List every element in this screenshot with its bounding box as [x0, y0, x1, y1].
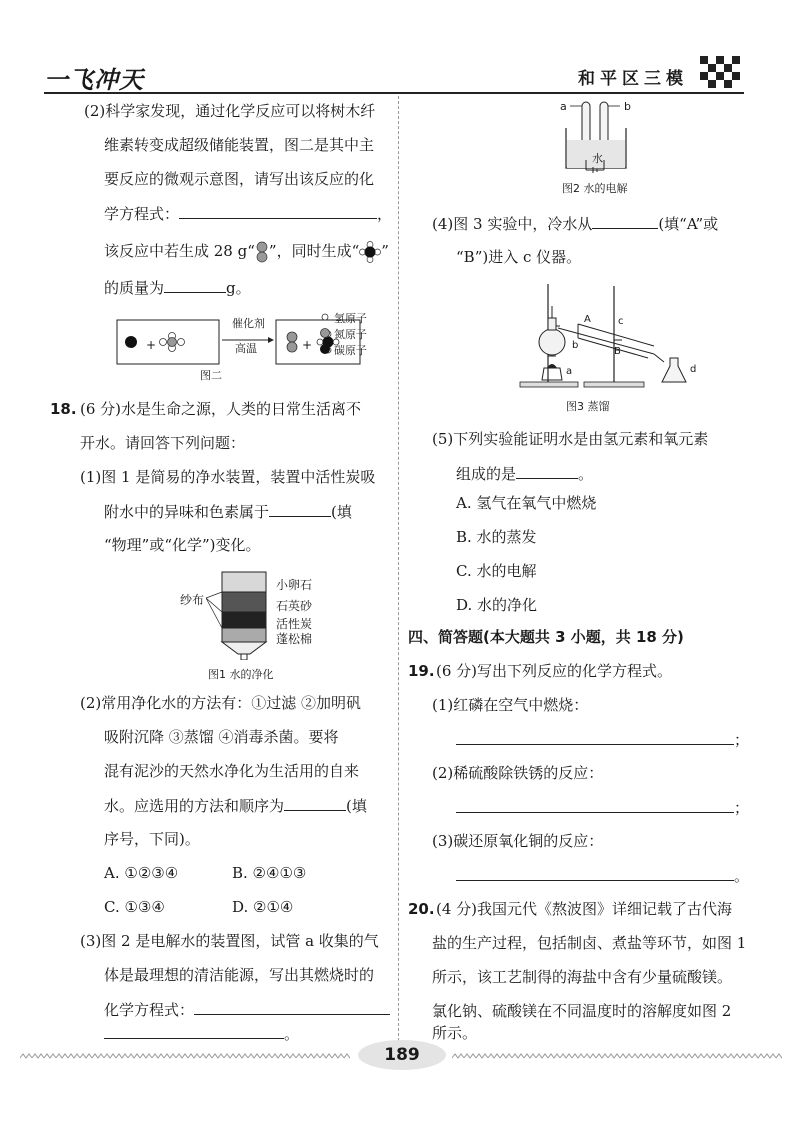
q19-end-2: ；: [734, 799, 750, 817]
q18-p2-line3: 混有泥沙的天然水净化为生活用的自来: [104, 762, 360, 780]
q18-element-blank[interactable]: [516, 462, 578, 479]
legend-carbon: 碳原子: [334, 344, 367, 357]
q18-line2: 开水。请回答下列问题：: [80, 434, 246, 452]
p5-option-b[interactable]: B. 水的蒸发: [456, 528, 537, 546]
fig3-label-b: b: [572, 340, 579, 351]
q19-answer-line-2: [456, 796, 749, 819]
header-rule: [44, 92, 744, 94]
option-b[interactable]: B. ②④①③: [232, 864, 307, 882]
q19-answer-blank-1[interactable]: [456, 728, 734, 745]
q17-p2-line4: [104, 202, 392, 225]
fig2-label-b: b: [624, 100, 631, 113]
figure-2-caption: 图2 水的电解: [562, 182, 628, 195]
figure-3-distillation-apparatus: [518, 282, 704, 392]
layer-cotton: 蓬松棉: [276, 632, 313, 646]
layer-quartz-sand: 石英砂: [276, 599, 313, 613]
legend-nitrogen: 氮原子: [334, 328, 367, 341]
legend-hydrogen: 氢原子: [334, 312, 367, 325]
q18-p5-line2-b: 。: [578, 465, 594, 483]
q18-p5-line2: [456, 462, 593, 485]
fig3-label-c: c: [618, 316, 624, 327]
q19-answer-line-1: [456, 728, 749, 751]
q17-line4-end: ，: [377, 205, 393, 223]
layer-activated-carbon: 活性炭: [276, 617, 313, 631]
q18-combustion-blank-2[interactable]: [104, 1022, 284, 1039]
q17-p2-line6: [104, 276, 251, 299]
q20-line1: (4 分)我国元代《熬波图》详细记载了古代海: [436, 900, 733, 918]
layer-pebbles: 小卵石: [276, 578, 313, 592]
q18-p2-line4-a: 水。应选用的方法和顺序为: [104, 797, 285, 815]
catalyst-label: 催化剂: [232, 317, 265, 330]
q18-p5-line2-a: 组成的是: [456, 465, 517, 483]
legend-atoms-icon: [318, 311, 332, 361]
q18-p2-line4: [104, 794, 367, 817]
series-logo: 一飞冲天: [44, 66, 144, 94]
column-separator: [398, 96, 399, 1046]
q18-p3-line1: (3)图 2 是电解水的装置图，试管 a 收集的气: [80, 932, 379, 950]
q19-p2: (2)稀硫酸除铁锈的反应：: [432, 764, 604, 782]
q18-p1-line2: [104, 500, 352, 523]
fig2-water-label: 水: [592, 152, 603, 165]
figure-3-caption: 图3 蒸馏: [566, 400, 610, 413]
option-a[interactable]: A. ①②③④: [104, 864, 179, 882]
q18-method-blank[interactable]: [284, 794, 346, 811]
q18-p3-line3: [104, 998, 390, 1021]
fig3-label-d: d: [690, 364, 697, 375]
q18-p4-line2: “B”)进入 c 仪器。: [456, 248, 582, 266]
q20-line3: 所示，该工艺制得的海盐中含有少量硫酸镁。: [432, 968, 733, 986]
q18-p2-line5: 序号，下同)。: [104, 830, 200, 848]
q19-answer-blank-2[interactable]: [456, 796, 734, 813]
q18-p3-line3-text: 化学方程式：: [104, 1001, 195, 1019]
page-number: 189: [384, 1045, 420, 1065]
q17-line5-a: 该反应中若生成 28 g“: [104, 242, 255, 260]
q19-answer-blank-3[interactable]: [456, 864, 734, 881]
q19-answer-line-3: [456, 864, 749, 887]
q17-p2-line3: 要反应的微观示意图，请写出该反应的化: [104, 170, 375, 188]
q19-number: 19.: [408, 662, 435, 680]
q19-line1: (6 分)写出下列反应的化学方程式。: [436, 662, 673, 680]
q18-p3-line2: 体是最理想的清洁能源，写出其燃烧时的: [104, 966, 375, 984]
figure-1-caption: 图1 水的净化: [208, 668, 274, 681]
p5-option-c[interactable]: C. 水的电解: [456, 562, 537, 580]
fig2-plus-left: +: [146, 338, 157, 352]
q18-p3-line4: [104, 1022, 299, 1045]
n2-molecule-icon: [255, 241, 269, 263]
q18-p4-line1-b: (填“A”或: [658, 215, 719, 233]
p5-option-a[interactable]: A. 氢气在氧气中燃烧: [456, 494, 597, 512]
q18-number: 18.: [50, 400, 77, 418]
q18-p4-line1-a: (4)图 3 实验中，冷水从: [432, 215, 593, 233]
q17-p2-line5: [104, 240, 389, 263]
exam-title: 和平区三模: [578, 69, 688, 89]
q18-p1-line1: (1)图 1 是简易的净水装置，装置中活性炭吸: [80, 468, 376, 486]
option-c[interactable]: C. ①③④: [104, 898, 165, 916]
q18-line1: (6 分)水是生命之源，人类的日常生活离不: [80, 400, 362, 418]
high-temp-label: 高温: [235, 342, 257, 355]
q17-equation-blank[interactable]: [179, 202, 377, 219]
q18-p2-line2: 吸附沉降 ③蒸馏 ④消毒杀菌。要将: [104, 728, 339, 746]
q20-line4: 氯化钠、硫酸镁在不同温度时的溶解度如图 2: [432, 1002, 732, 1020]
section-4-title: 四、简答题(本大题共 3 小题，共 18 分): [408, 628, 684, 646]
ch4-molecule-icon: [359, 241, 381, 263]
figure-2-caption: 图二: [200, 369, 222, 382]
q17-line5-c: ”: [381, 242, 389, 260]
q18-change-blank[interactable]: [269, 500, 331, 517]
q18-p3-end: 。: [284, 1025, 300, 1043]
fig2-plus-right: +: [302, 338, 313, 352]
q20-number: 20.: [408, 900, 435, 918]
q17-line6-a: 的质量为: [104, 279, 165, 297]
q17-mass-blank[interactable]: [164, 276, 226, 293]
footer-pattern-right: [452, 1052, 782, 1060]
fig2-label-a: a: [560, 100, 567, 113]
q18-p1-line2-a: 附水中的异味和色素属于: [104, 503, 270, 521]
figure-1-water-filter: [206, 568, 276, 660]
q17-p2-line2: 维素转变成超级储能装置，图二是其中主: [104, 136, 375, 154]
q18-p1-line2-b: (填: [331, 503, 352, 521]
q20-line2: 盐的生产过程，包括制卤、煮盐等环节，如图 1: [432, 934, 747, 952]
q19-p1: (1)红磷在空气中燃烧：: [432, 696, 589, 714]
q17-line6-b: g。: [226, 279, 251, 297]
option-d[interactable]: D. ②①④: [232, 898, 294, 916]
q18-p5-line1: (5)下列实验能证明水是由氢元素和氧元素: [432, 430, 709, 448]
q19-end-1: ；: [734, 731, 750, 749]
q18-p1-line3: “物理”或“化学”)变化。: [104, 536, 261, 554]
q19-p3: (3)碳还原氧化铜的反应：: [432, 832, 604, 850]
checker-decoration: [700, 56, 744, 92]
q18-p4-line1: [432, 212, 718, 235]
fig3-label-a: a: [566, 366, 573, 377]
q18-p2-line4-b: (填: [346, 797, 367, 815]
q17-line5-b: ”，同时生成“: [268, 242, 360, 260]
footer-pattern-left: [20, 1052, 350, 1060]
q19-end-3: 。: [734, 867, 750, 885]
p5-option-d[interactable]: D. 水的净化: [456, 596, 538, 614]
fig3-label-B: B: [614, 346, 621, 357]
fig3-label-A: A: [584, 314, 591, 325]
q18-inlet-blank[interactable]: [592, 212, 658, 229]
q20-line5: 所示。: [432, 1024, 478, 1042]
q17-p2-line1: (2)科学家发现，通过化学反应可以将树木纤: [84, 102, 376, 120]
q18-combustion-blank-1[interactable]: [194, 998, 390, 1015]
gauze-label: 纱布: [180, 593, 205, 607]
q17-line4-text: 学方程式：: [104, 205, 180, 223]
q18-p2-line1: (2)常用净化水的方法有：①过滤 ②加明矾: [80, 694, 362, 712]
